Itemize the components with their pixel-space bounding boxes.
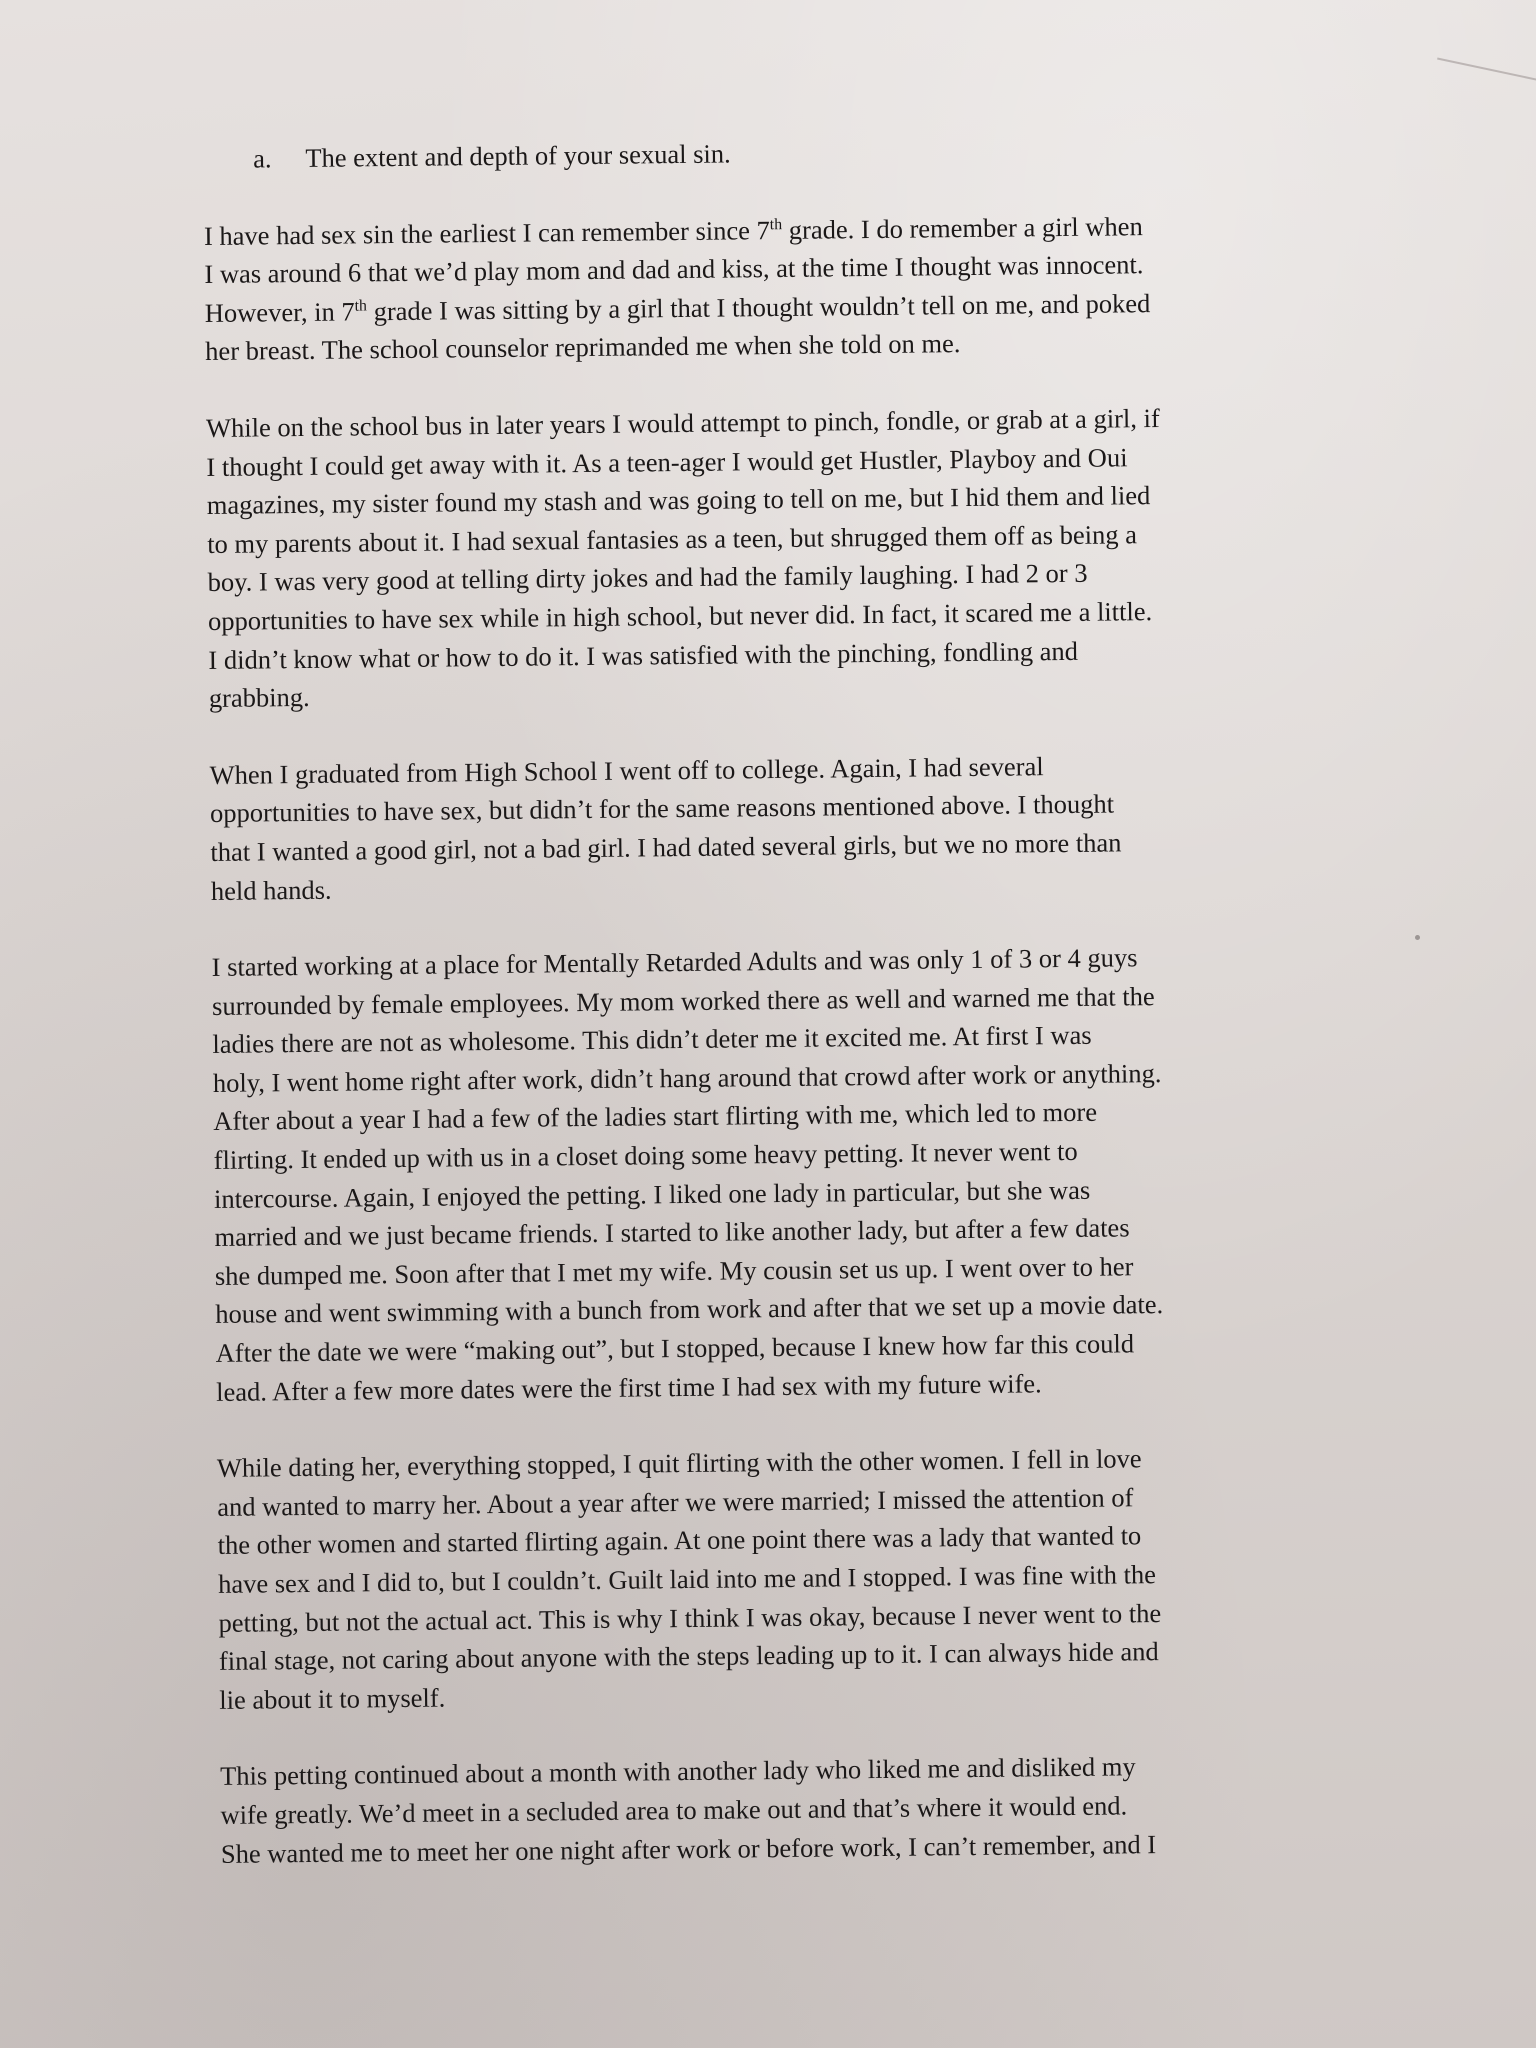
- paper-crease: [1437, 58, 1536, 85]
- text-line: After the date we were “making out”, but I stopped, because I knew how far this could: [215, 1328, 1135, 1368]
- text-line: I started working at a place for Mentally Retarded Adults and was only 1 of 3 or 4 guys: [211, 942, 1138, 983]
- text-line: She wanted me to meet her one night after work or before work, I can’t remember, and I: [220, 1828, 1157, 1869]
- text-line: I thought I could get away with it. As a teen-ager I would get Hustler, Playboy and Oui: [206, 441, 1128, 482]
- paragraph: [211, 936, 1346, 1411]
- text-line: boy. I was very good at telling dirty jokes and had the family laughing. I had 2 or 3: [207, 558, 1088, 598]
- text-line: holy, I went home right after work, didn’t hang around that crowd after work or anything.: [212, 1057, 1162, 1098]
- text-line: the other women and started flirting again. At one point there was a lady that wanted to: [217, 1520, 1142, 1561]
- document-body: [203, 128, 1351, 1911]
- text-line: ladies there are not as wholesome. This didn’t deter me it excited me. At first I was: [212, 1020, 1092, 1060]
- text-line: After about a year I had a few of the ladies start flirting with me, which led to more: [213, 1097, 1098, 1137]
- text-line: to my parents about it. I had sexual fantasies as a teen, but shrugged them off as being a: [207, 518, 1138, 559]
- text-line: she dumped me. Soon after that I met my wife. My cousin set us up. I went over to her: [214, 1251, 1134, 1291]
- ordinal-superscript: th: [354, 297, 368, 315]
- text-line: magazines, my sister found my stash and was going to tell on me, but I hid them and lied: [206, 480, 1151, 521]
- text-line: I was around 6 that we’d play mom and dad and kiss, at the time I thought was innocent.: [204, 249, 1144, 290]
- paragraph: [220, 1745, 1351, 1873]
- section-heading: [253, 128, 1333, 178]
- text-line: wife greatly. We’d meet in a secluded area to make out and that’s where it would end.: [220, 1790, 1128, 1830]
- text-line: have sex and I did to, but I couldn’t. Guilt laid into me and I stopped. I was fine with the: [217, 1559, 1157, 1599]
- text-line: married and we just became friends. I started to like another lady, but after a few dates: [214, 1212, 1130, 1253]
- text-line: her breast. The school counselor reprimanded me when she told on me.: [205, 328, 961, 367]
- text-line: However, in 7th grade I was sitting by a girl that I thought wouldn’t tell on me, and poked: [204, 287, 1151, 328]
- text-line: intercourse. Again, I enjoyed the petting. I liked one lady in particular, but she was: [213, 1174, 1091, 1214]
- text-line: While on the school bus in later years I would attempt to pinch, fondle, or grab at a girl, if: [205, 402, 1160, 443]
- text-line: that I wanted a good girl, not a bad girl. I had dated several girls, but we no more than: [210, 827, 1122, 867]
- text-line: When I graduated from High School I went off to college. Again, I had several: [209, 750, 1044, 790]
- text-line: I have had sex sin the earliest I can remember since 7th grade. I do remember a girl when: [203, 210, 1143, 251]
- text-line: opportunities to have sex while in high school, but never did. In fact, it scared me a little.: [207, 596, 1153, 636]
- text-line: While dating her, everything stopped, I quit flirting with the other women. I fell in love: [216, 1443, 1142, 1484]
- paragraphs: [204, 205, 1351, 1873]
- heading-marker: a.: [253, 143, 272, 174]
- paragraph: [217, 1437, 1350, 1719]
- text-line: lie about it to myself.: [219, 1682, 446, 1715]
- text-line: petting, but not the actual act. This is why I think I was okay, because I never went to the: [218, 1597, 1162, 1638]
- text-line: grabbing.: [208, 682, 310, 714]
- text-line: opportunities to have sex, but didn’t for the same reasons mentioned above. I thought: [209, 788, 1115, 829]
- text-line: I didn’t know what or how to do it. I was satisfied with the pinching, fondling and: [208, 635, 1079, 675]
- text-line: final stage, not caring about anyone with the steps leading up to it. I can always hide and: [218, 1636, 1159, 1677]
- paragraph: [209, 744, 1341, 910]
- text-line: and wanted to marry her. About a year after we were married; I missed the attention of: [217, 1482, 1134, 1522]
- heading-text: The extent and depth of your sexual sin.: [305, 138, 731, 173]
- text-line: house and went swimming with a bunch from work and after that we set up a movie date.: [215, 1289, 1164, 1330]
- text-line: flirting. It ended up with us in a closet doing some heavy petting. It never went to: [213, 1135, 1078, 1176]
- paragraph: [206, 397, 1339, 718]
- ordinal-superscript: th: [769, 215, 783, 233]
- text-line: lead. After a few more dates were the first time I had sex with my future wife.: [215, 1367, 1042, 1407]
- paper-speck: [1415, 935, 1420, 940]
- text-line: surrounded by female employees. My mom worked there as well and warned me that the: [211, 980, 1155, 1021]
- paragraph: [204, 205, 1336, 371]
- text-line: This petting continued about a month with another lady who liked me and disliked my: [219, 1751, 1136, 1792]
- text-line: held hands.: [210, 874, 332, 906]
